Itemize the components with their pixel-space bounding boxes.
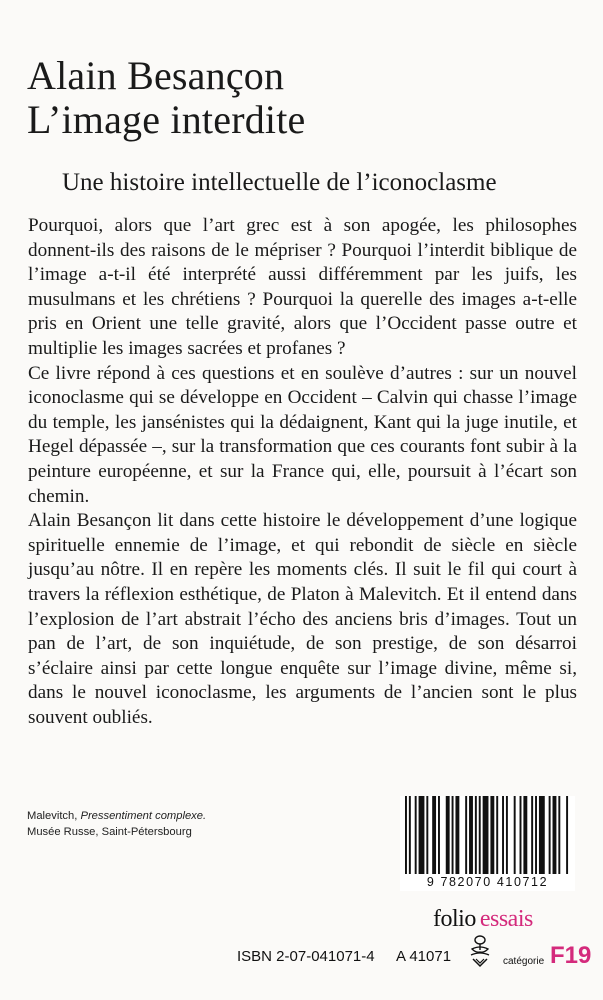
blurb-paragraph: Ce livre répond à ces questions et en soulève d’autres : sur un nouvel iconoclasme qui se développe en Occident – Calvin qui chasse l’image du temple, les jansénistes qui la dédaignent, Kant qui la juge inutile, et Hegel dépassée –, sur la transformation que ces courants font subir à la peinture européenne, et sur la France qui, elle, poursuit à l’écart son chemin. bbox=[28, 362, 577, 507]
isbn: ISBN 2-07-041071-4 bbox=[237, 948, 375, 965]
credit-work-title: Pressentiment complexe. bbox=[80, 810, 207, 822]
barcode-bar bbox=[496, 796, 498, 874]
gallimard-logo-icon bbox=[467, 935, 493, 969]
book-title: L’image interdite bbox=[27, 97, 306, 142]
barcode-bar bbox=[452, 796, 454, 874]
barcode-bar bbox=[455, 796, 459, 874]
barcode-bar bbox=[531, 796, 533, 874]
barcode-bar bbox=[465, 796, 467, 874]
category-code: F19 bbox=[550, 942, 592, 969]
barcode-bar bbox=[483, 796, 489, 874]
barcode-bar bbox=[469, 796, 473, 874]
barcode-bar bbox=[502, 796, 504, 874]
author-name: Alain Besançon bbox=[27, 53, 285, 98]
barcode-bars bbox=[405, 796, 570, 874]
title-block bbox=[27, 54, 306, 142]
blurb-paragraph: Pourquoi, alors que l’art grec est à son apogée, les philosophes donnent-ils des raisons de le mépriser ? Pourquoi l’interdit biblique de l’image a-t-il été interprété aussi différemment par les juifs, les musulmans et les chrétiens ? Pourquoi la querelle des images a-t-elle pris en Orient une telle gravité, alors que l’Occident passe outre et multiplie les images sacrées et profanes ? bbox=[28, 215, 577, 359]
barcode-bar bbox=[479, 796, 481, 874]
barcode-bar bbox=[490, 796, 494, 874]
barcode-bar bbox=[415, 796, 417, 874]
brand-folio: folio bbox=[433, 906, 476, 932]
barcode-bar bbox=[405, 796, 407, 874]
credit-museum: Musée Russe, Saint-Pétersbourg bbox=[27, 826, 192, 838]
barcode-bar bbox=[539, 796, 545, 874]
barcode-digits: 9 782070 410712 bbox=[426, 875, 549, 889]
barcode-bar bbox=[475, 796, 477, 874]
brand-essais: essais bbox=[479, 906, 533, 932]
barcode-bar bbox=[446, 796, 450, 874]
barcode-bar bbox=[520, 796, 522, 874]
barcode-bar bbox=[409, 796, 411, 874]
barcode-bar bbox=[535, 796, 537, 874]
barcode-bar bbox=[523, 796, 527, 874]
barcode bbox=[400, 796, 575, 891]
barcode-bar bbox=[419, 796, 425, 874]
barcode-bar bbox=[514, 796, 516, 874]
barcode-bar bbox=[566, 796, 568, 874]
barcode-bar bbox=[558, 796, 560, 874]
back-cover-blurb bbox=[28, 214, 577, 730]
barcode-bar bbox=[438, 796, 440, 874]
stock-code: A 41071 bbox=[396, 948, 452, 965]
book-subtitle: Une histoire intellectuelle de l’iconoclasme bbox=[62, 169, 497, 196]
publisher-brand bbox=[433, 906, 533, 936]
barcode-bar bbox=[432, 796, 436, 874]
barcode-bar bbox=[426, 796, 428, 874]
barcode-bar bbox=[549, 796, 551, 874]
cover-art-credit bbox=[27, 808, 206, 840]
category-label: catégorie bbox=[503, 956, 545, 967]
blurb-paragraph: Alain Besançon lit dans cette histoire le développement d’une logique spirituelle ennemie de l’image, et qui rebondit de siècle en siècle jusqu’au nôtre. Il en repère les moments clés. Il suit le fil qui court à travers la réflexion esthétique, de Platon à Malevitch. Et il entend dans l’explosion de l’art abstrait l’écho des anciens bris d’images. Tout un pan de l’art, de son inquiétude, de son prestige, de son désarroi s’éclaire ainsi par cette longue enquête sur l’image divine, même si, dans le nouvel iconoclasme, les arguments de l’ancien sont le plus souvent oubliés. bbox=[28, 510, 577, 728]
credit-artist: Malevitch, bbox=[27, 810, 78, 822]
barcode-bar bbox=[506, 796, 508, 874]
barcode-bar bbox=[553, 796, 557, 874]
